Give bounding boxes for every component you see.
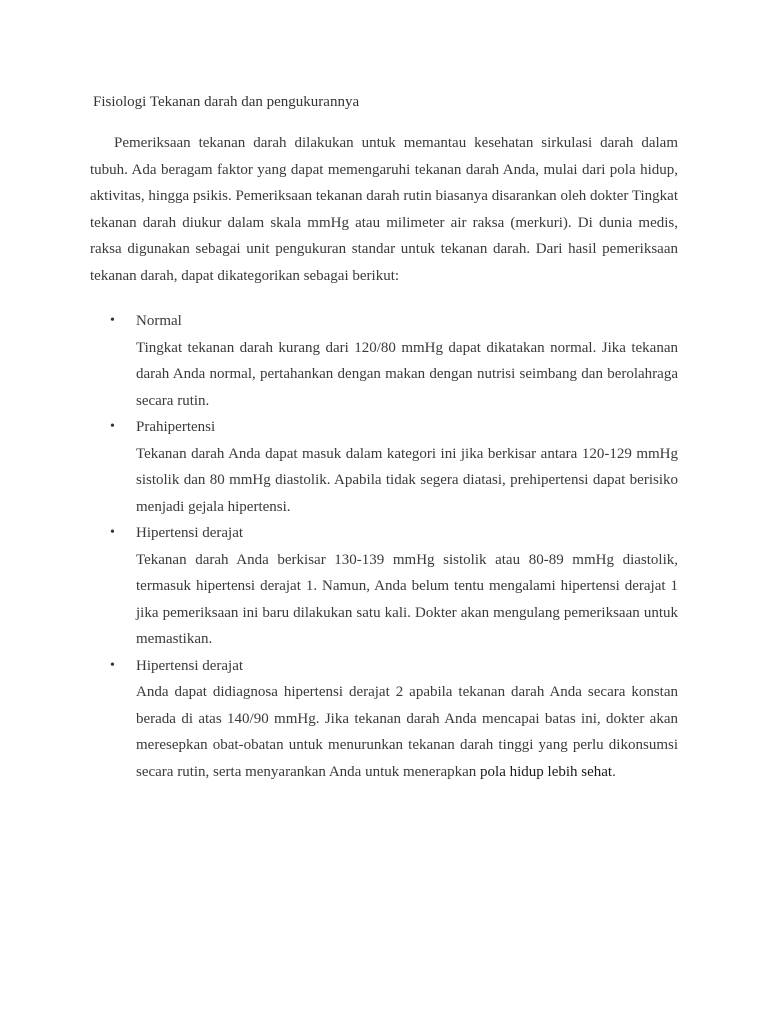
bullet-icon: • bbox=[110, 419, 115, 434]
list-item-body-end: . bbox=[612, 763, 616, 780]
list-item-title: Normal bbox=[136, 313, 182, 329]
document-title: Fisiologi Tekanan darah dan pengukurannya bbox=[93, 94, 360, 110]
list-item-title: Hipertensi derajat bbox=[136, 657, 244, 674]
bullet-icon: • bbox=[110, 525, 115, 540]
list-item bbox=[110, 520, 678, 653]
intro-paragraph: Pemeriksaan tekanan darah dilakukan untuk memantau kesehatan sirkulasi darah dalam tubuh. Ada beragam faktor yang dapat memengaruhi tekanan darah Anda, mulai dari pola hidup, aktivitas, hingga psikis. Pemeriksaan tekanan darah rutin biasanya disarankan oleh dokter Tingkat tekanan darah diukur dalam skala mmHg atau milimeter air raksa (merkuri). Di dunia medis, raksa digunakan sebagai unit pengukuran standar untuk tekanan darah. Dari hasil pemeriksaan tekanan darah, dapat dikategorikan sebagai berikut: bbox=[90, 135, 678, 284]
list-item bbox=[110, 653, 678, 786]
list-item-body bbox=[136, 679, 678, 785]
list-item-title: Prahipertensi bbox=[136, 419, 216, 435]
list-item-body: Tingkat tekanan darah kurang dari 120/80 mmHg dapat dikatakan normal. Jika tekanan darah Anda normal, pertahankan dengan makan dengan nutrisi seimbang dan berolahraga secara rutin. bbox=[136, 339, 678, 409]
list-item bbox=[110, 308, 678, 414]
list-item-body: Tekanan darah Anda dapat masuk dalam kategori ini jika berkisar antara 120-129 mmHg sistolik dan 80 mmHg diastolik. Apabila tidak segera diatasi, prehipertensi dapat berisiko menjadi gejala hipertensi. bbox=[136, 445, 678, 515]
bullet-icon: • bbox=[110, 313, 115, 328]
healthy-lifestyle-link[interactable]: pola hidup lebih sehat bbox=[480, 763, 613, 780]
list-item-body: Tekanan darah Anda berkisar 130-139 mmHg sistolik atau 80-89 mmHg diastolik, termasuk hipertensi derajat 1. Namun, Anda belum tentu mengalami hipertensi derajat 1 jika pemeriksaan ini baru dilakukan satu kali. Dokter akan mengulang pemeriksaan untuk memastikan. bbox=[136, 551, 678, 647]
category-list bbox=[110, 308, 678, 785]
list-item-body-text: Anda dapat didiagnosa hipertensi derajat 2 apabila tekanan darah Anda secara konstan berada di atas 140/90 mmHg. Jika tekanan darah Anda mencapai batas ini, dokter akan meresepkan obat-obatan untuk menurunkan tekanan darah tinggi yang perlu dikonsumsi secara rutin, serta menyarankan Anda untuk menerapkan bbox=[136, 684, 678, 780]
list-item-title: Hipertensi derajat bbox=[136, 525, 244, 541]
bullet-icon: • bbox=[110, 657, 115, 673]
list-item bbox=[110, 414, 678, 520]
